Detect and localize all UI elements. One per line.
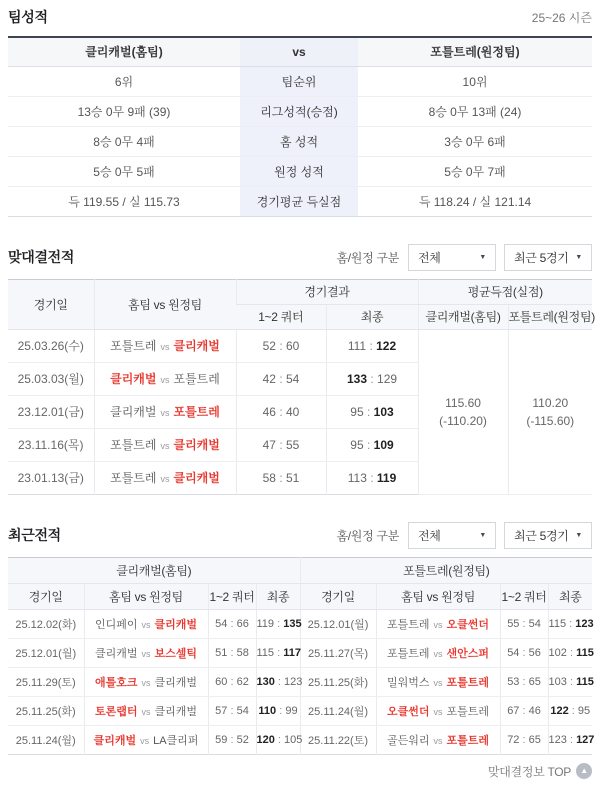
home-stat-value: 8승 0무 4패: [8, 126, 240, 156]
home-stat-value: 득 119.55 / 실 115.73: [68, 194, 180, 209]
vs-label: vs: [141, 648, 151, 659]
away-score: 54: [236, 704, 249, 717]
head-to-head-head-row-1: [8, 279, 592, 304]
recent-games-filter-value: 최근 5경기: [514, 250, 569, 265]
season-label: 25~26 시즌: [531, 10, 592, 25]
chevron-down-icon: ▼: [575, 531, 582, 539]
away-score: 129: [377, 371, 398, 386]
final-score: [548, 609, 592, 638]
home-score: 95: [350, 437, 364, 452]
col-matchup-header: 홈팀 vs 원정팀: [84, 583, 208, 609]
score-colon: :: [274, 733, 285, 746]
away-score: 119: [376, 470, 397, 485]
away-score: 135: [283, 617, 302, 630]
home-team-name: 포틀트레: [110, 471, 157, 485]
home-score: 115: [548, 617, 567, 630]
head-to-head-filters: [336, 244, 592, 271]
score-colon: :: [227, 646, 237, 659]
match-date: 25.03.03(월): [8, 362, 94, 395]
home-score: 53: [507, 675, 520, 688]
away-score: 123: [575, 617, 594, 630]
avg-away-value: 110.20: [532, 395, 569, 410]
away-score: 127: [576, 733, 595, 746]
col-date-header: 경기일: [8, 583, 84, 609]
head-to-head-section: [8, 244, 595, 495]
col-final-header: 최종: [326, 304, 418, 329]
recent-title: 최근전적: [8, 527, 61, 543]
vs-label: vs: [433, 648, 443, 659]
away-score: 103: [373, 404, 394, 419]
chevron-down-icon: ▼: [479, 531, 486, 539]
match-date: 25.11.25(화): [300, 667, 376, 696]
final-score: [256, 609, 300, 638]
team-stats-table: [8, 36, 592, 217]
home-score: 113: [347, 470, 367, 485]
col-date-header: 경기일: [300, 583, 376, 609]
home-score: 119: [256, 617, 275, 630]
away-score: 99: [285, 704, 298, 717]
home-team-header: 클리캐벌(홈팀): [8, 37, 240, 66]
vs-label: vs: [433, 706, 443, 717]
home-team-name: 포틀트레: [387, 618, 430, 631]
quarter-score: [236, 395, 326, 428]
away-team-name: 포틀트레: [446, 734, 490, 747]
home-team-name: 골든워리: [387, 734, 430, 747]
match-date: 25.03.26(수): [8, 329, 94, 362]
home-score: 123: [548, 733, 567, 746]
home-score: 54: [507, 646, 520, 659]
score-colon: :: [275, 338, 286, 353]
away-score: 52: [236, 733, 249, 746]
avg-points-home: [418, 329, 508, 494]
home-team-name: 포틀트레: [387, 647, 430, 660]
stat-label: 홈 성적: [240, 126, 358, 156]
away-score: 65: [528, 675, 541, 688]
score-colon: :: [275, 470, 286, 485]
quarter-score: [208, 638, 256, 667]
matchup-cell: [84, 725, 208, 754]
match-date: 25.11.27(목): [300, 638, 376, 667]
team-stats-header: [8, 6, 592, 28]
final-score: [326, 461, 418, 494]
score-colon: :: [275, 404, 286, 419]
home-team-group-header: 클리캐벌(홈팀): [8, 557, 300, 583]
score-colon: :: [227, 704, 237, 717]
col-final-header: 최종: [548, 583, 592, 609]
recent-games-filter-select[interactable]: [504, 522, 592, 549]
back-to-top-label: 맞대결정보 TOP: [487, 764, 571, 779]
home-score: 111: [347, 338, 367, 353]
matchup-cell: [94, 362, 236, 395]
avg-away-sub: (-115.60): [526, 413, 575, 428]
col-date-header: 경기일: [8, 279, 94, 329]
matchup-cell: [94, 461, 236, 494]
home-team-name: 클리캐벌: [93, 734, 137, 747]
final-score: [326, 329, 418, 362]
home-score: 54: [215, 617, 228, 630]
away-team-name: LA클리퍼: [153, 734, 199, 747]
home-stat-value: 13승 0무 9패 (39): [8, 96, 240, 126]
footer-row: [8, 763, 592, 780]
team-stats-title: 팀성적: [8, 9, 48, 25]
score-colon: :: [275, 371, 286, 386]
vs-label: vs: [160, 474, 170, 484]
score-colon: :: [276, 704, 286, 717]
avg-points-away: [508, 329, 592, 494]
matchup-cell: [94, 428, 236, 461]
home-score: 120: [256, 733, 275, 746]
away-stat-value: 5승 0무 7패: [358, 156, 592, 186]
home-score: 47: [262, 437, 276, 452]
away-team-name: 포틀트레: [173, 372, 220, 386]
vs-label: vs: [160, 342, 170, 352]
home-score: 42: [262, 371, 276, 386]
away-score: 105: [284, 733, 303, 746]
chevron-down-icon: ▼: [479, 253, 486, 261]
recent-row: [8, 638, 592, 667]
away-team-name: 클리캐벌: [173, 471, 220, 485]
away-team-name: 오클썬더: [446, 618, 490, 631]
matchup-cell: [84, 667, 208, 696]
vs-label: vs: [433, 677, 443, 688]
final-score: [326, 395, 418, 428]
quarter-score: [500, 725, 548, 754]
match-date: 25.11.29(토): [8, 667, 84, 696]
score-colon: :: [227, 675, 237, 688]
score-colon: :: [366, 338, 377, 353]
away-team-name: 포틀트레: [446, 705, 490, 718]
stat-label: 리그성적(승점): [240, 96, 358, 126]
away-stat-value: 8승 0무 13패 (24): [358, 96, 592, 126]
matchup-cell: [84, 696, 208, 725]
head-to-head-row: [8, 329, 592, 362]
recent-table: [8, 557, 595, 755]
away-score: 122: [376, 338, 397, 353]
quarter-score: [208, 609, 256, 638]
home-score: 55: [507, 617, 520, 630]
quarter-score: [500, 696, 548, 725]
vs-label: vs: [433, 619, 443, 630]
home-team-name: 클리캐벌: [110, 372, 157, 386]
vs-label: vs: [141, 706, 151, 717]
away-team-name: 포틀트레: [173, 405, 220, 419]
col-result-group-header: 경기결과: [236, 279, 418, 304]
away-score: 115: [576, 675, 594, 688]
away-score: 95: [577, 704, 591, 717]
away-score: 66: [236, 617, 249, 630]
final-score: [256, 638, 300, 667]
vs-label: vs: [160, 441, 170, 451]
head-to-head-header: [8, 244, 592, 271]
home-team-name: 포틀트레: [110, 339, 157, 353]
away-stat-value: 10위: [358, 66, 592, 96]
away-stat-value: 득 118.24 / 실 121.14: [418, 194, 532, 209]
home-score: 67: [507, 704, 520, 717]
recent-row: [8, 609, 592, 638]
home-score: 60: [215, 675, 228, 688]
score-colon: :: [363, 404, 374, 419]
score-colon: :: [227, 617, 237, 630]
col-quarter-header: 1~2 쿼터: [500, 583, 548, 609]
home-score: 133: [346, 371, 367, 386]
score-colon: :: [366, 470, 377, 485]
home-score: 95: [350, 404, 364, 419]
team-stats-section: [8, 6, 592, 217]
home-stat-value: 5승 0무 5패: [8, 156, 240, 186]
recent-row: [8, 667, 592, 696]
col-quarter-header: 1~2 쿼터: [236, 304, 326, 329]
team-stats-head-row: [8, 37, 592, 66]
away-score: 60: [286, 338, 300, 353]
home-score: 52: [262, 338, 276, 353]
away-score: 62: [236, 675, 249, 688]
home-away-filter-value: 전체: [418, 250, 441, 265]
quarter-score: [208, 696, 256, 725]
final-score: [548, 725, 595, 754]
matchup-cell: [376, 609, 500, 638]
away-team-name: 샌안스퍼: [446, 647, 490, 660]
vs-label: vs: [433, 735, 443, 746]
home-score: 122: [550, 704, 569, 717]
home-team-name: 오클썬더: [387, 705, 430, 718]
match-date: 25.12.02(화): [8, 609, 84, 638]
score-colon: :: [274, 646, 284, 659]
matchup-cell: [84, 609, 208, 638]
away-team-name: 클리캐벌: [154, 705, 198, 718]
home-team-name: 클리캐벌: [110, 405, 157, 419]
home-score: 130: [256, 675, 275, 688]
quarter-score: [500, 609, 548, 638]
head-to-head-table: [8, 279, 595, 495]
away-score: 40: [286, 404, 300, 419]
home-team-name: 토론랩터: [94, 705, 138, 718]
match-date: 25.11.24(월): [15, 734, 76, 747]
score-colon: :: [519, 646, 529, 659]
away-team-header: 포틀트레(원정팀): [358, 37, 592, 66]
home-away-filter-value: 전체: [418, 528, 441, 543]
recent-row: [8, 696, 592, 725]
team-stats-row: [8, 66, 592, 96]
vs-label: vs: [160, 408, 170, 418]
score-colon: :: [519, 704, 529, 717]
back-to-top-link[interactable]: [488, 763, 592, 780]
match-date: 25.11.25(화): [8, 696, 84, 725]
away-team-name: 클리캐벌: [173, 339, 220, 353]
recent-row: [8, 725, 592, 754]
away-score: 123: [284, 675, 303, 688]
away-score: 65: [528, 733, 541, 746]
col-avg-home-header: 클리캐벌(홈팀): [418, 304, 508, 329]
col-avg-group-header: 평균득점(실점): [418, 279, 592, 304]
matchup-cell: [94, 395, 236, 428]
recent-section: [8, 522, 595, 780]
final-score: [256, 667, 303, 696]
col-avg-away-header: 포틀트레(원정팀): [508, 304, 592, 329]
home-team-name: 애틀호크: [94, 676, 138, 689]
home-away-filter-label: 홈/원정 구분: [336, 528, 399, 543]
quarter-score: [208, 725, 256, 754]
away-team-name: 포틀트레: [446, 676, 490, 689]
vs-label: vs: [160, 375, 170, 385]
score-colon: :: [566, 617, 576, 630]
quarter-score: [208, 667, 256, 696]
home-team-name: 포틀트레: [110, 438, 157, 452]
away-score: 54: [286, 371, 300, 386]
final-score: [548, 696, 592, 725]
matchup-cell: [376, 725, 500, 754]
col-quarter-header: 1~2 쿼터: [208, 583, 256, 609]
match-date: 23.01.13(금): [17, 471, 84, 485]
col-matchup-header: 홈팀 vs 원정팀: [376, 583, 500, 609]
score-colon: :: [274, 617, 284, 630]
recent-games-filter-value: 최근 5경기: [514, 528, 569, 543]
quarter-score: [236, 461, 326, 494]
away-team-group-header: 포틀트레(원정팀): [300, 557, 592, 583]
matchup-cell: [84, 638, 208, 667]
avg-home-sub: (-110.20): [439, 413, 487, 428]
final-score: [326, 428, 418, 461]
final-score: [326, 362, 418, 395]
away-team-name: 클리캐벌: [154, 618, 198, 631]
away-score: 46: [528, 704, 541, 717]
team-stats-row: [8, 186, 592, 216]
team-stats-row: [8, 126, 592, 156]
quarter-score: [500, 638, 548, 667]
score-colon: :: [566, 733, 577, 746]
away-team-name: 클리캐벌: [154, 676, 198, 689]
recent-filters: [336, 522, 592, 549]
vs-header: vs: [240, 37, 358, 66]
vs-label: vs: [141, 677, 151, 688]
stat-label: 팀순위: [240, 66, 358, 96]
col-final-header: 최종: [256, 583, 300, 609]
away-score: 58: [236, 646, 249, 659]
stat-label: 경기평균 득실점: [240, 186, 358, 216]
final-score: [256, 725, 303, 754]
away-score: 54: [528, 617, 541, 630]
score-colon: :: [367, 371, 378, 386]
away-team-name: 클리캐벌: [173, 438, 220, 452]
match-date: 23.12.01(금): [8, 395, 94, 428]
arrow-up-circle-icon: ▲: [576, 763, 592, 779]
recent-head-row-1: [8, 557, 592, 583]
home-score: 46: [262, 404, 276, 419]
away-score: 117: [283, 646, 301, 659]
match-date: 23.11.16(목): [8, 428, 94, 461]
away-score: 115: [576, 646, 594, 659]
stat-label: 원정 성적: [240, 156, 358, 186]
recent-games-filter-select[interactable]: [504, 244, 592, 271]
matchup-cell: [376, 696, 500, 725]
matchup-cell: [376, 638, 500, 667]
away-score: 109: [373, 437, 394, 452]
score-colon: :: [519, 617, 529, 630]
home-team-name: 인디페이: [94, 618, 138, 631]
score-colon: :: [274, 675, 285, 688]
home-away-filter-label: 홈/원정 구분: [336, 250, 399, 265]
home-team-name: 클리캐벌: [94, 647, 138, 660]
away-score: 55: [286, 437, 300, 452]
home-score: 110: [258, 704, 277, 717]
home-score: 57: [215, 704, 228, 717]
quarter-score: [236, 329, 326, 362]
match-date: 25.12.01(월): [300, 609, 376, 638]
quarter-score: [500, 667, 548, 696]
away-stat-value: 3승 0무 6패: [358, 126, 592, 156]
team-stats-row: [8, 96, 592, 126]
score-colon: :: [363, 437, 374, 452]
final-score: [548, 638, 592, 667]
away-score: 56: [528, 646, 541, 659]
score-colon: :: [519, 675, 529, 688]
recent-header: [8, 522, 592, 549]
match-date: 25.11.24(월): [300, 696, 376, 725]
away-team-name: 보스셀틱: [154, 647, 198, 660]
vs-label: vs: [140, 735, 150, 746]
chevron-down-icon: ▼: [575, 253, 582, 261]
home-stat-value: 6위: [8, 66, 240, 96]
match-date: 25.11.22(토): [300, 725, 376, 754]
score-colon: :: [275, 437, 286, 452]
score-colon: :: [227, 733, 237, 746]
score-colon: :: [519, 733, 529, 746]
score-colon: :: [566, 646, 577, 659]
away-score: 51: [286, 470, 300, 485]
home-score: 72: [507, 733, 520, 746]
final-score: [256, 696, 300, 725]
final-score: [548, 667, 592, 696]
avg-home-value: 115.60: [445, 395, 481, 410]
vs-label: vs: [141, 619, 151, 630]
home-score: 115: [256, 646, 275, 659]
home-away-filter-select[interactable]: [408, 522, 496, 549]
quarter-score: [236, 362, 326, 395]
matchup-cell: [94, 329, 236, 362]
home-score: 59: [215, 733, 228, 746]
score-colon: :: [566, 675, 577, 688]
recent-head-row-2: [8, 583, 592, 609]
match-date: 25.12.01(월): [8, 638, 84, 667]
matchup-cell: [376, 667, 500, 696]
head-to-head-title: 맞대결전적: [8, 249, 75, 265]
home-team-name: 밀워벅스: [387, 676, 430, 689]
home-score: 103: [548, 675, 567, 688]
team-stats-row: [8, 156, 592, 186]
home-away-filter-select[interactable]: [408, 244, 496, 271]
score-colon: :: [568, 704, 578, 717]
home-score: 58: [262, 470, 276, 485]
col-matchup-header: 홈팀 vs 원정팀: [94, 279, 236, 329]
home-score: 102: [548, 646, 567, 659]
quarter-score: [236, 428, 326, 461]
home-score: 51: [215, 646, 228, 659]
